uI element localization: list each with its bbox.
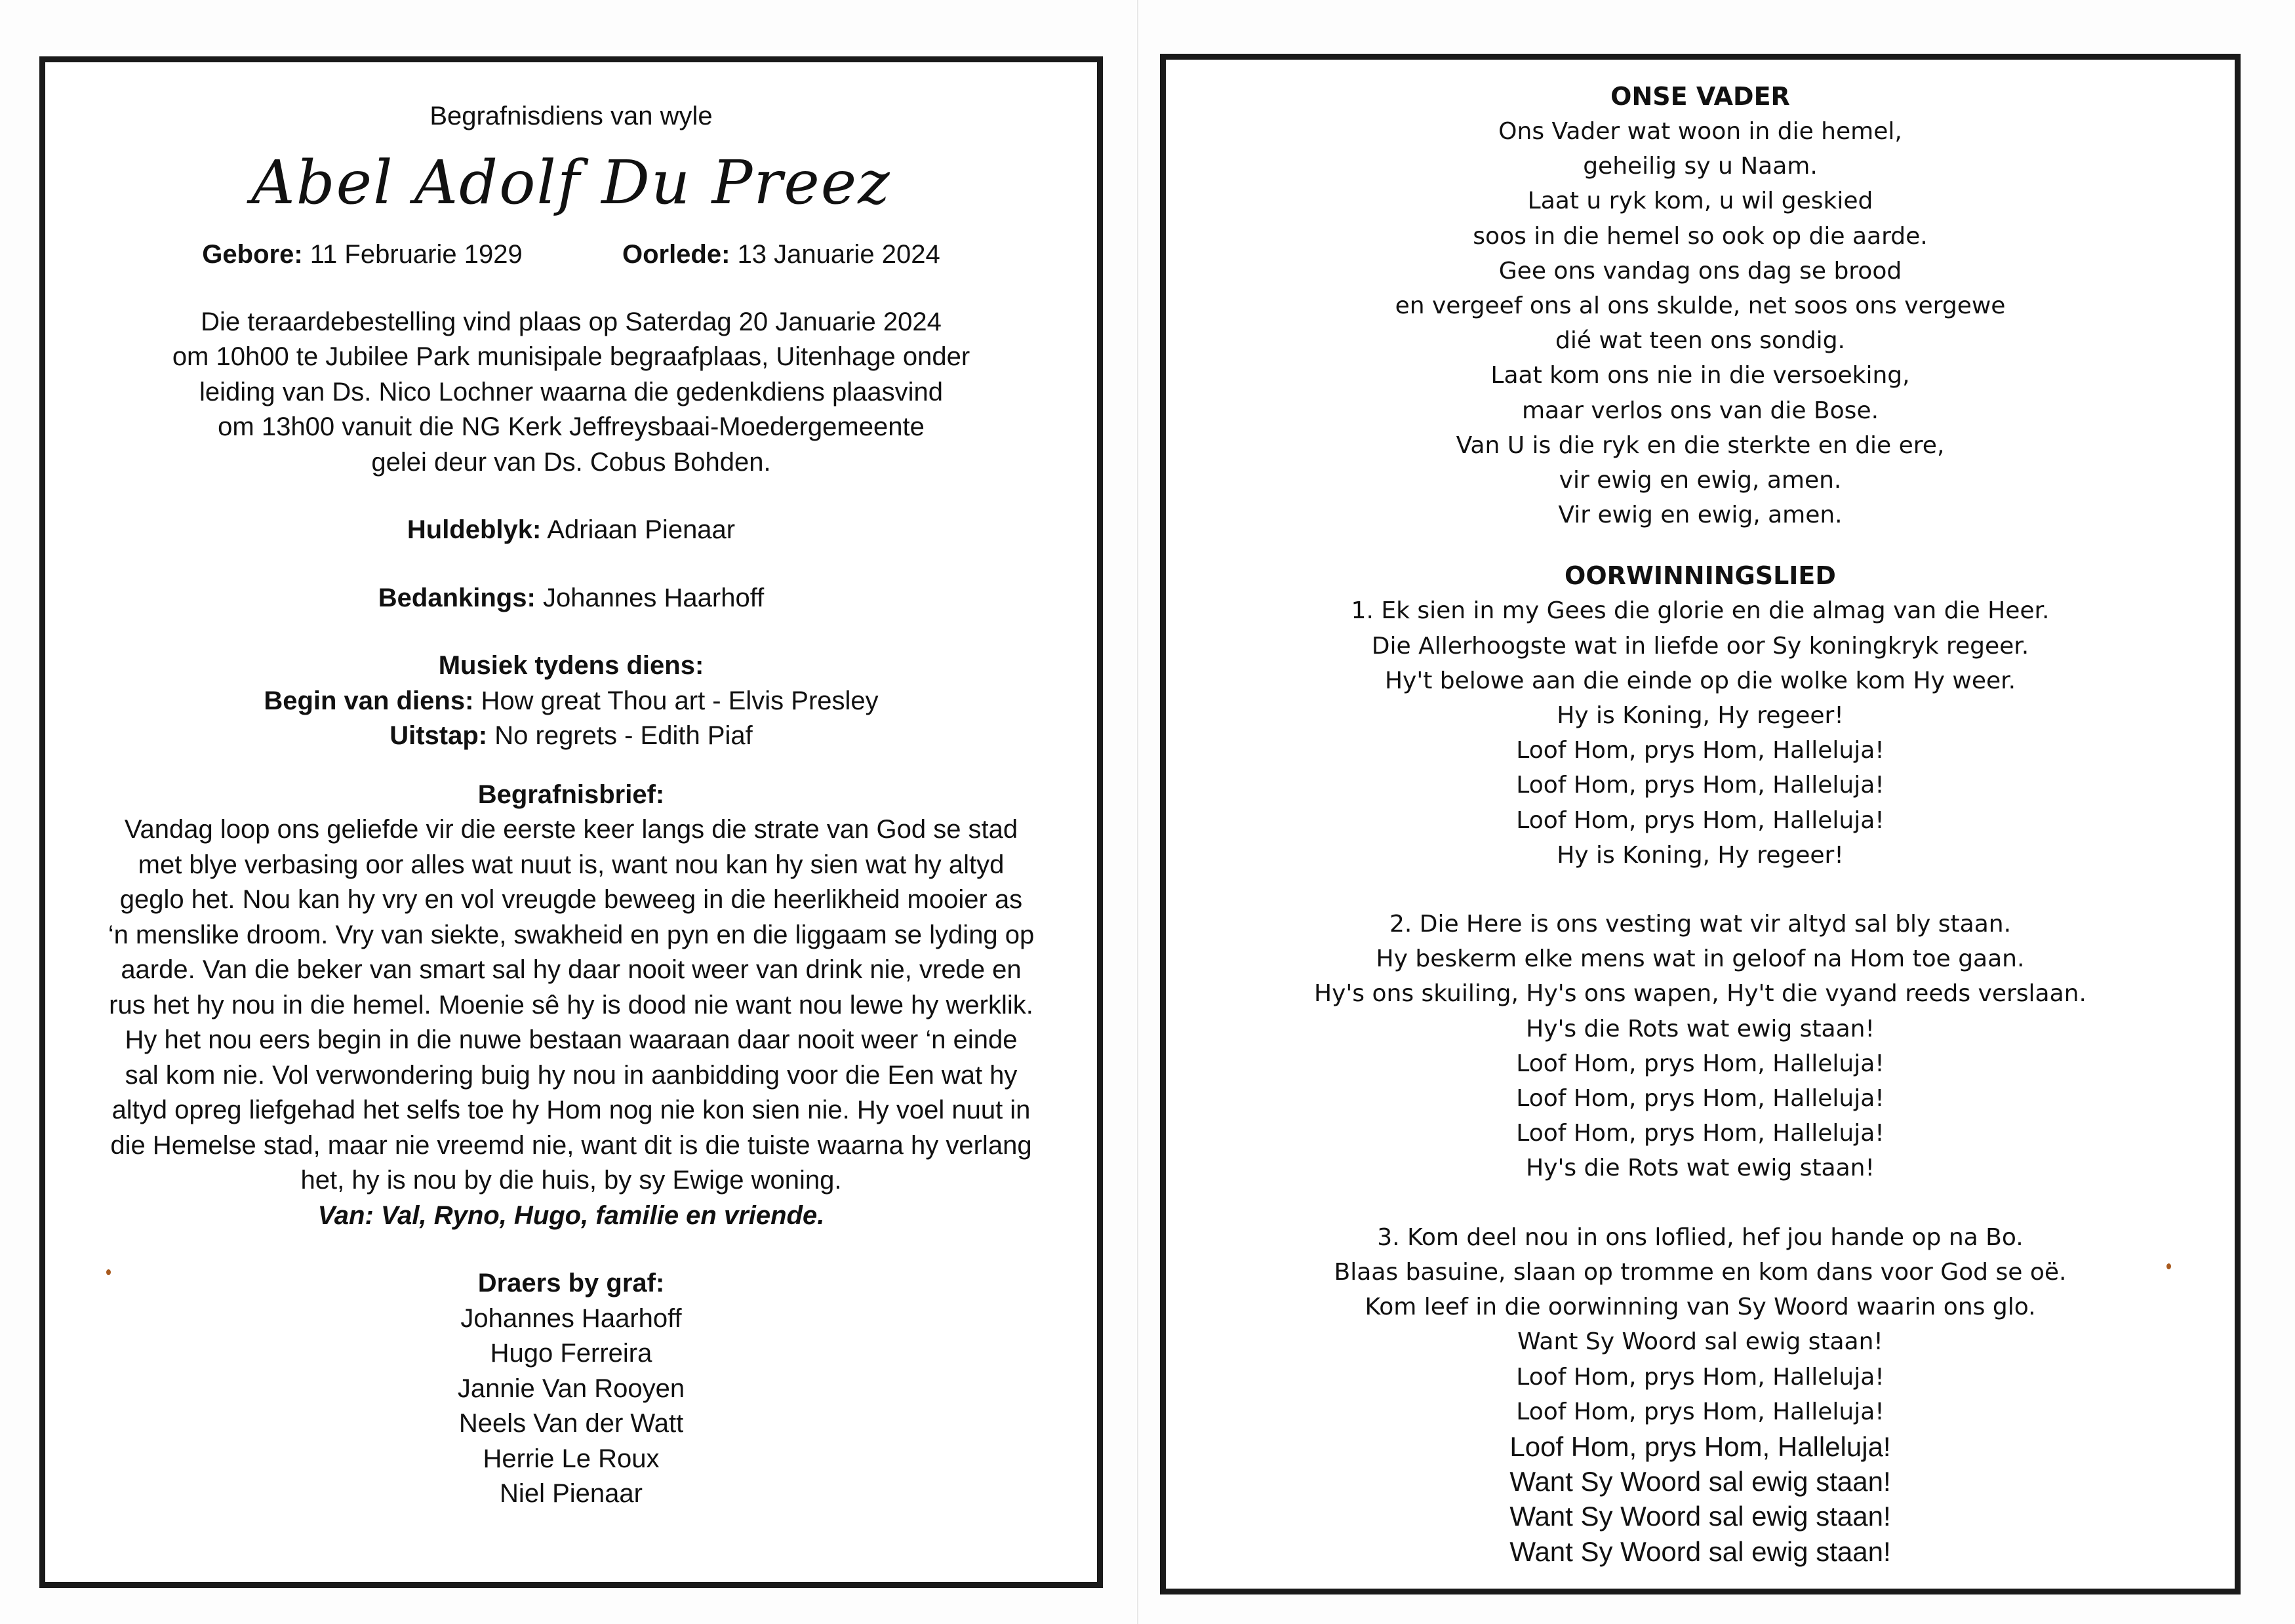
verse-line: Loof Hom, prys Hom, Halleluja!	[1516, 1085, 1885, 1113]
born-date: 11 Februarie 1929	[309, 239, 523, 269]
prayer-line: soos in die hemel so ook op die aarde.	[1473, 222, 1928, 250]
tribute-value: Adriaan Pienaar	[547, 515, 736, 544]
prayer-line: Gee ons vandag ons dag se brood	[1498, 257, 1902, 285]
verse-line: Hy beskerm elke mens wat in geloof na Hom toe gaan.	[1376, 945, 2025, 973]
verse-line: 2. Die Here is ons vesting wat vir altyd sal bly staan.	[1389, 911, 2012, 938]
verse-line: Hy is Koning, Hy regeer!	[1557, 841, 1844, 869]
service-line: leiding van Ds. Nico Lochner waarna die gedenkdiens plaasvind	[199, 377, 944, 406]
music-exit-value: No regrets - Edith Piaf	[494, 721, 753, 750]
left-panel	[39, 56, 1103, 1588]
verse-line: Want Sy Woord sal ewig staan!	[1509, 1501, 1891, 1532]
life-dates	[45, 237, 1097, 272]
scan-speck	[106, 1269, 111, 1275]
verse-line: Blaas basuine, slaan op tromme en kom dans voor God se oë.	[1334, 1258, 2067, 1286]
bearer-name: Hugo Ferreira	[490, 1339, 652, 1368]
intro-text: Begrafnisdiens van wyle	[429, 102, 713, 130]
bearer-name: Jannie Van Rooyen	[457, 1374, 685, 1403]
tribute-line	[45, 513, 1097, 548]
verse-line: Want Sy Woord sal ewig staan!	[1509, 1535, 1891, 1567]
born-label: Gebore:	[202, 239, 303, 269]
died-date: 13 Januarie 2024	[737, 239, 940, 269]
prayer-line: maar verlos ons van die Bose.	[1521, 397, 1879, 424]
music-heading: Musiek tydens diens:	[438, 651, 704, 680]
letter-line: Hy het nou eers begin in die nuwe bestaan waaraan daar nooit weer ‘n einde	[125, 1025, 1018, 1054]
prayer-line: Laat u ryk kom, u wil geskied	[1527, 188, 1873, 215]
prayer-line: Van U is die ryk en die sterkte en die ere,	[1456, 431, 1945, 459]
verse-line: Loof Hom, prys Hom, Halleluja!	[1516, 737, 1885, 764]
verse-line: Loof Hom, prys Hom, Halleluja!	[1516, 772, 1885, 799]
hymn-verse-1	[1166, 593, 2235, 873]
prayer-line: Ons Vader wat woon in die hemel,	[1498, 118, 1902, 145]
tribute-label: Huldeblyk:	[407, 515, 542, 544]
verse-line: Loof Hom, prys Hom, Halleluja!	[1516, 806, 1885, 834]
letter-line: geglo het. Nou kan hy vry en vol vreugde beweeg in die heerlikheid mooier as	[119, 885, 1023, 914]
verse-line: Loof Hom, prys Hom, Halleluja!	[1509, 1431, 1891, 1462]
bearer-name: Herrie Le Roux	[483, 1444, 660, 1473]
prayer-line: Laat kom ons nie in die versoeking,	[1490, 362, 1910, 389]
service-line: om 10h00 te Jubilee Park munisipale begraafplaas, Uitenhage onder	[172, 342, 970, 371]
letter-line: met blye verbasing oor alles wat nuut is, want nou kan hy sien wat hy altyd	[138, 850, 1005, 879]
center-fold	[1137, 0, 1138, 1624]
prayer-line: en vergeef ons al ons skulde, net soos ons vergewe	[1395, 292, 2006, 320]
prayer-line: geheilig sy u Naam.	[1583, 153, 1818, 180]
verse-line: Hy is Koning, Hy regeer!	[1557, 702, 1844, 730]
service-line: gelei deur van Ds. Cobus Bohden.	[371, 447, 771, 477]
verse-line: Loof Hom, prys Hom, Halleluja!	[1516, 1120, 1885, 1147]
letter-line: aarde. Van die beker van smart sal hy daar nooit weer van drink nie, vrede en	[121, 955, 1022, 984]
verse-line: Kom leef in die oorwinning van Sy Woord waarin ons glo.	[1365, 1294, 2036, 1321]
music-start	[45, 684, 1097, 719]
music-exit-label: Uitstap:	[389, 721, 488, 750]
letter-line: sal kom nie. Vol verwondering buig hy nou in aanbidding voor die Een wat hy	[125, 1060, 1018, 1090]
died-label: Oorlede:	[622, 239, 730, 269]
verse-line: 1. Ek sien in my Gees die glorie en die almag van die Heer.	[1351, 597, 2050, 625]
verse-line: Loof Hom, prys Hom, Halleluja!	[1516, 1050, 1885, 1077]
letter-signoff: Van: Val, Ryno, Hugo, familie en vriende.	[317, 1200, 825, 1230]
verse-line: Loof Hom, prys Hom, Halleluja!	[1516, 1398, 1885, 1425]
prayer-line: dié wat teen ons sondig.	[1555, 327, 1845, 355]
thanks-label: Bedankings:	[378, 583, 536, 612]
service-line: om 13h00 vanuit die NG Kerk Jeffreysbaai-Moedergemeente	[218, 412, 925, 441]
letter-line: Vandag loop ons geliefde vir die eerste keer langs die strate van God se stad	[124, 815, 1018, 844]
verse-line: Loof Hom, prys Hom, Halleluja!	[1516, 1363, 1885, 1391]
verse-line: Want Sy Woord sal ewig staan!	[1509, 1466, 1891, 1497]
bearer-name: Johannes Haarhoff	[460, 1303, 682, 1333]
verse-line: Want Sy Woord sal ewig staan!	[1517, 1328, 1883, 1356]
bearers-section	[45, 1266, 1097, 1512]
letter-line: het, hy is nou by die huis, by sy Ewige woning.	[300, 1166, 842, 1195]
letter-line: altyd opreg liefgehad het selfs toe hy Hom nog nie kon sien nie. Hy voel nuut in	[111, 1096, 1031, 1124]
music-section	[45, 648, 1097, 754]
scan-speck	[2166, 1263, 2171, 1269]
letter-heading: Begrafnisbrief:	[477, 780, 665, 809]
thanks-line	[45, 581, 1097, 616]
hymn-verse-3	[1166, 1220, 2235, 1569]
right-panel	[1160, 54, 2241, 1594]
verse-line: Hy't belowe aan die einde op die wolke kom Hy weer.	[1384, 667, 2016, 694]
hymn-heading: OORWINNINGSLIED	[1565, 561, 1836, 591]
funeral-letter	[45, 778, 1097, 1234]
letter-line: ‘n menslike droom. Vry van siekte, swakheid en pyn en die liggaam se lyding op	[108, 920, 1035, 949]
deceased-name: Abel Adolf Du Preez	[251, 147, 891, 218]
bearer-name: Niel Pienaar	[500, 1479, 643, 1508]
prayer-line: vir ewig en ewig, amen.	[1559, 467, 1842, 494]
music-start-value: How great Thou art - Elvis Presley	[481, 686, 879, 715]
letter-line: rus het hy nou in die hemel. Moenie sê hy is dood nie want nou lewe hy werklik.	[109, 990, 1033, 1020]
hymn-verse-2	[1166, 907, 2235, 1186]
letter-line: die Hemelse stad, maar nie vreemd nie, want dit is die tuiste waarna hy verlang	[110, 1130, 1032, 1160]
thanks-value: Johannes Haarhoff	[542, 583, 765, 612]
prayer-line: Vir ewig en ewig, amen.	[1558, 502, 1843, 529]
bearer-name: Neels Van der Watt	[458, 1409, 684, 1438]
prayer-heading: ONSE VADER	[1610, 82, 1790, 111]
service-details	[45, 305, 1097, 481]
verse-line: Hy's die Rots wat ewig staan!	[1526, 1155, 1875, 1182]
music-exit	[45, 719, 1097, 754]
verse-line: Die Allerhoogste wat in liefde oor Sy koningkryk regeer.	[1371, 632, 2029, 660]
music-start-label: Begin van diens:	[264, 686, 474, 715]
verse-line: Hy's die Rots wat ewig staan!	[1526, 1015, 1875, 1042]
verse-line: 3. Kom deel nou in ons loflied, hef jou hande op na Bo.	[1377, 1223, 2024, 1251]
service-line: Die teraardebestelling vind plaas op Saterdag 20 Januarie 2024	[201, 307, 942, 336]
verse-line: Hy's ons skuiling, Hy's ons wapen, Hy't die vyand reeds verslaan.	[1314, 980, 2086, 1008]
bearers-heading: Draers by graf:	[477, 1269, 665, 1297]
lords-prayer	[1166, 114, 2235, 532]
